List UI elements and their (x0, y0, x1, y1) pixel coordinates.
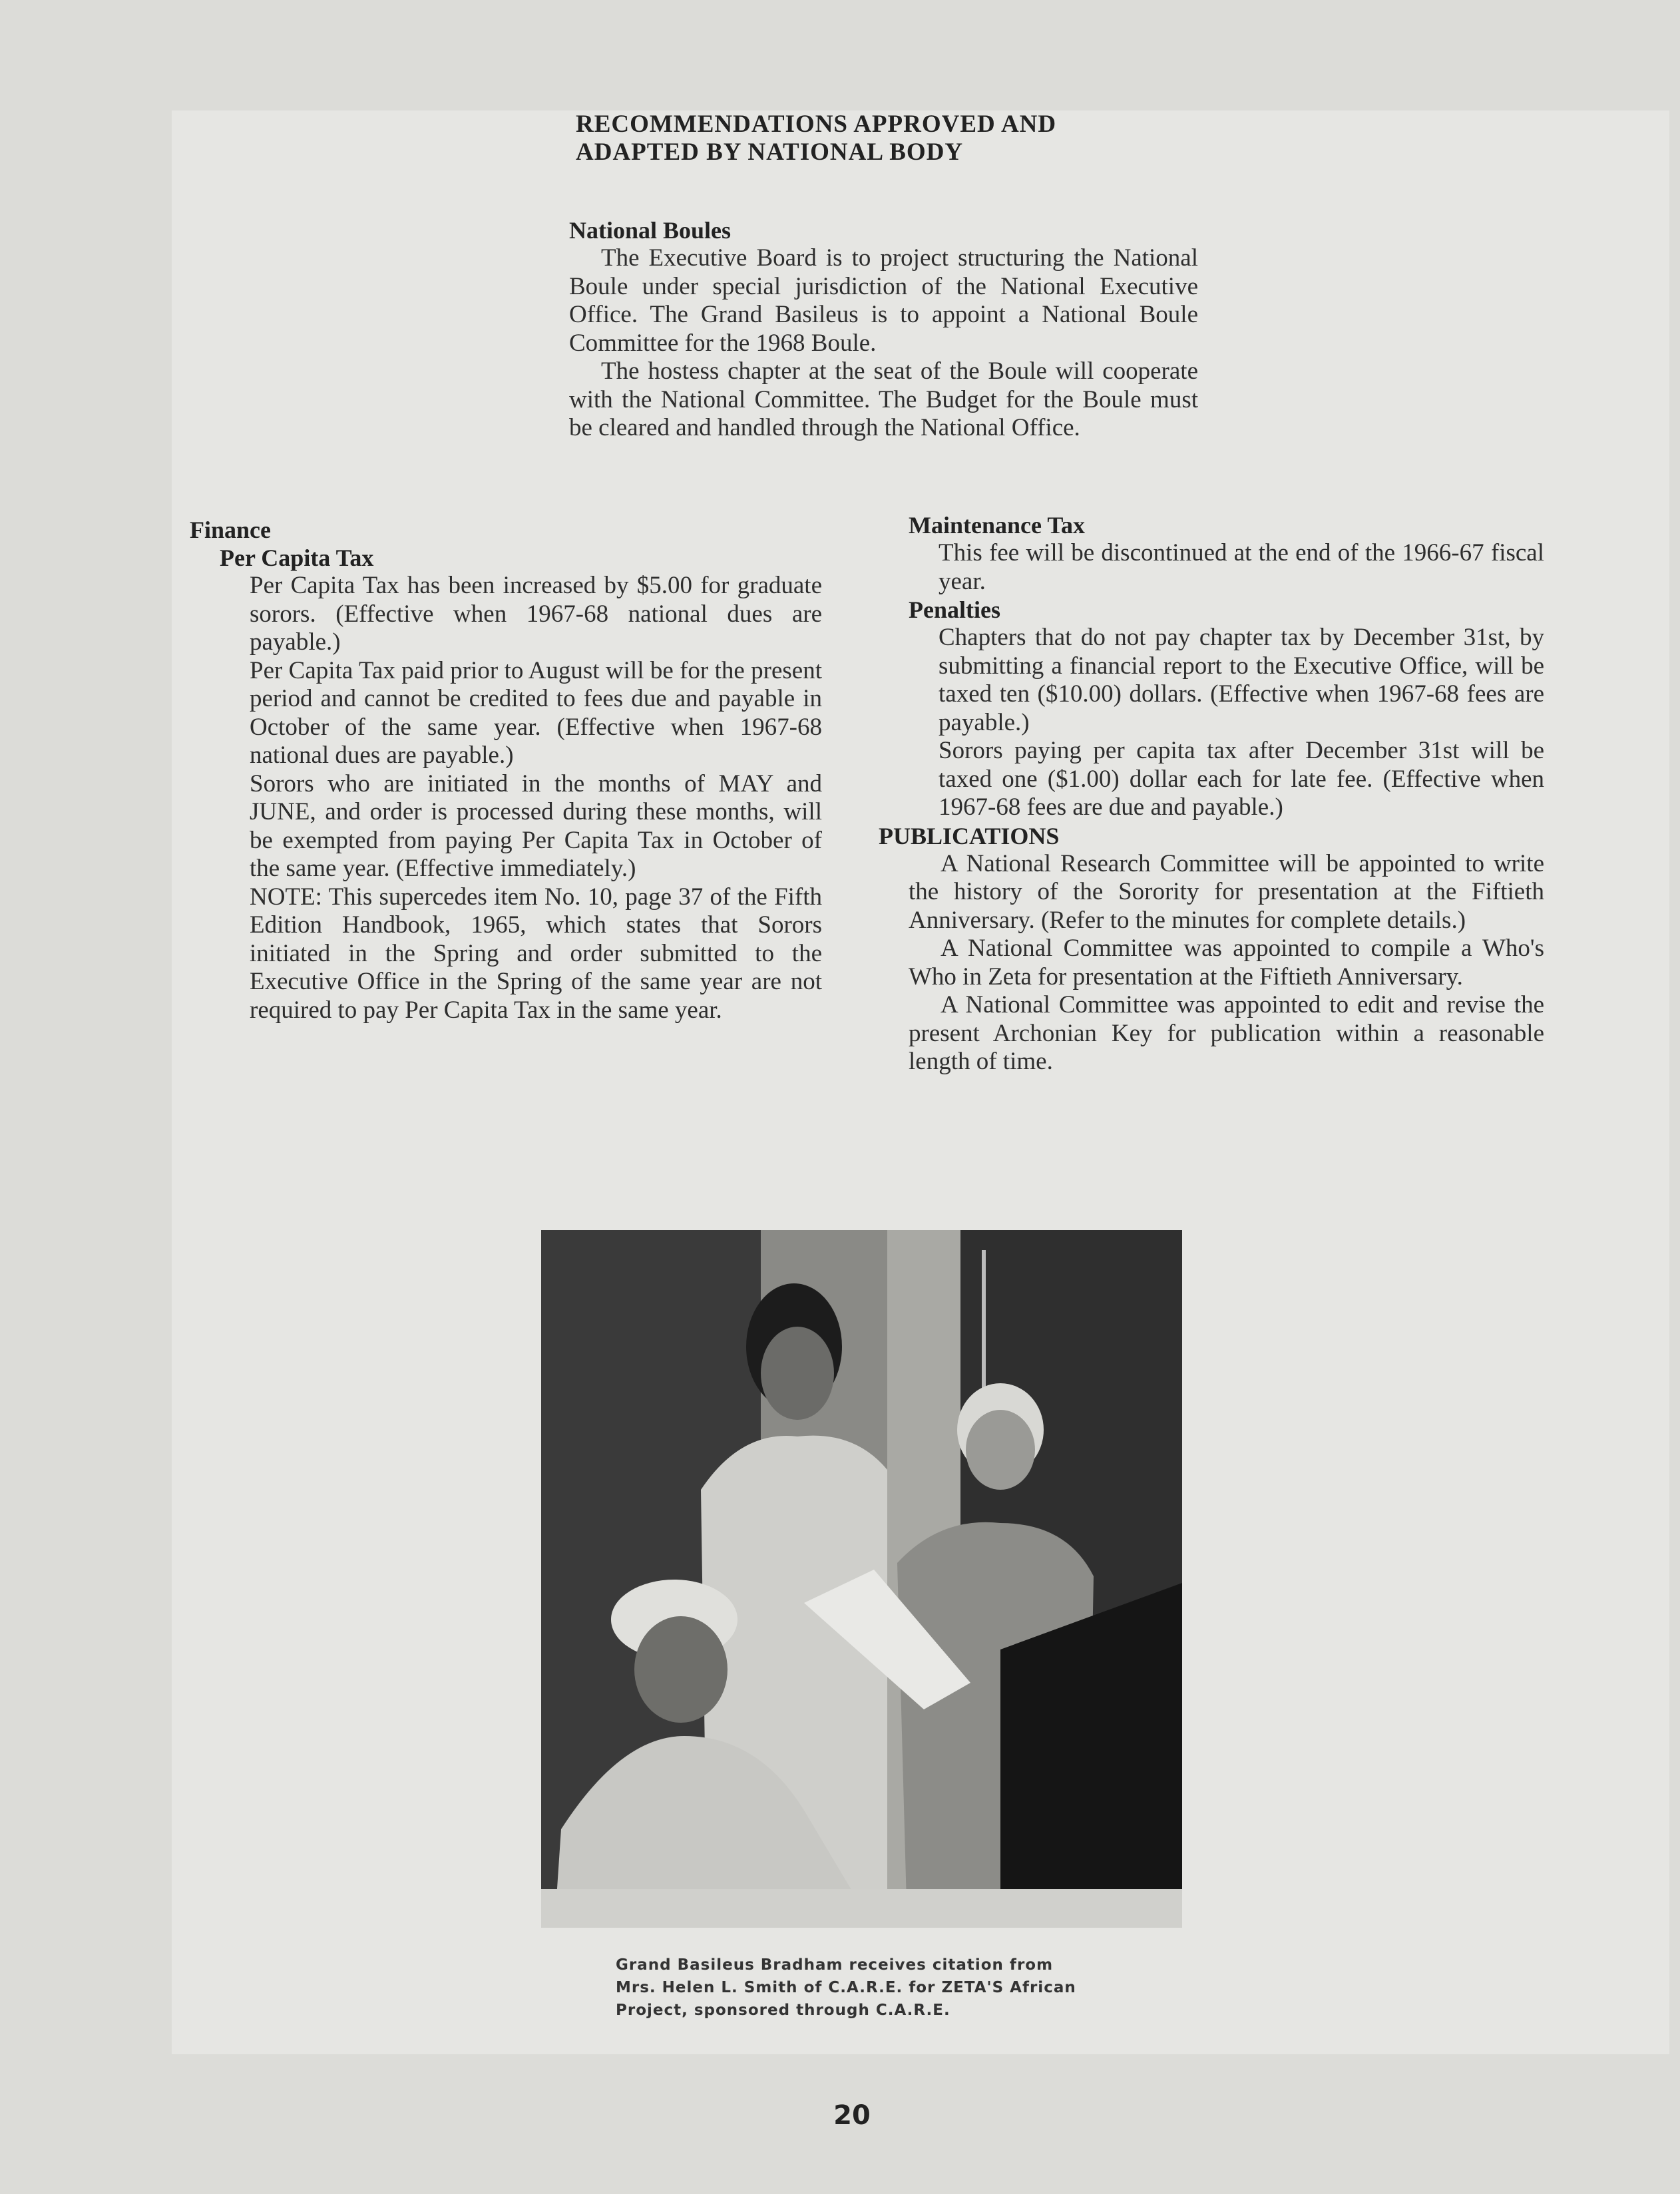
maintenance-tax-heading: Maintenance Tax (909, 512, 1086, 539)
penalties-paragraph-2: Sorors paying per capita tax after December 31st will be taxed one ($1.00) dollar each for late fee. (Effective when 1967-68 fees are due and payable.) (939, 737, 1544, 821)
right-column (879, 511, 1544, 1076)
penalties-heading: Penalties (909, 596, 1000, 623)
page-number: 20 (833, 2100, 871, 2131)
national-boules-paragraph-2: The hostess chapter at the seat of the Boule will cooperate with the National Committee. The Budget for the Boule must be cleared and handled through the National Office. (569, 357, 1198, 441)
finance-heading: Finance (190, 517, 271, 543)
caption-line-1: Grand Basileus Bradham receives citation from (616, 1956, 1054, 1974)
ceremony-photo (541, 1230, 1182, 1928)
publications-paragraph-1: A National Research Committee will be appointed to write the history of the Sorority for presentation at the Fiftieth Anniversary. (Refer to the minutes for complete details.) (909, 849, 1544, 934)
publications-heading: PUBLICATIONS (879, 822, 1060, 849)
caption-line-2: Mrs. Helen L. Smith of C.A.R.E. for ZETA'S African (616, 1979, 1076, 1996)
title-line-1: RECOMMENDATIONS APPROVED AND (576, 110, 1057, 138)
publications-paragraph-2: A National Committee was appointed to compile a Who's Who in Zeta for presentation at the Fiftieth Anniversary. (909, 935, 1544, 990)
penalties-paragraph-1: Chapters that do not pay chapter tax by December 31st, by submitting a financial report to the Executive Office, will be taxed ten ($10.00) dollars. (Effective when 1967-68 fees are payable.) (939, 624, 1544, 736)
photo-caption (616, 1954, 1122, 2022)
caption-line-3: Project, sponsored through C.A.R.E. (616, 2002, 950, 2019)
national-boules-section (569, 216, 1198, 443)
national-boules-paragraph-1: The Executive Board is to project structuring the National Boule under special jurisdiction of the National Executive Office. The Grand Basileus is to appoint a National Boule Committee for the 1968 Boule. (569, 244, 1198, 357)
title-line-2: ADAPTED BY NATIONAL BODY (576, 138, 964, 166)
per-capita-tax-heading: Per Capita Tax (220, 545, 374, 571)
page-title (576, 110, 1175, 166)
left-column (190, 516, 822, 1024)
maintenance-tax-text: This fee will be discontinued at the end of the 1966-67 fiscal year. (939, 539, 1544, 595)
publications-paragraph-3: A National Committee was appointed to edit and revise the present Archonian Key for publication within a reasonable length of time. (909, 991, 1544, 1075)
finance-paragraph: NOTE: This supercedes item No. 10, page 37 of the Fifth Edition Handbook, 1965, which states that Sorors initiated in the Spring and order submitted to the Executive Office in the Spring of the same year are not required to pay Per Capita Tax in the same year. (250, 883, 822, 1024)
finance-paragraph: Per Capita Tax paid prior to August will be for the present period and cannot be credited to fees due and payable in October of the same year. (Effective when 1967-68 national dues are payable.) (250, 656, 822, 769)
national-boules-heading: National Boules (569, 217, 732, 244)
finance-paragraph: Sorors who are initiated in the months of MAY and JUNE, and order is processed during these months, will be exempted from paying Per Capita Tax in October of the same year. (Effective immediately.) (250, 769, 822, 882)
photo-illustration (541, 1230, 1182, 1928)
finance-paragraph: Per Capita Tax has been increased by $5.00 for graduate sorors. (Effective when 1967-68 national dues are payable.) (250, 572, 822, 656)
